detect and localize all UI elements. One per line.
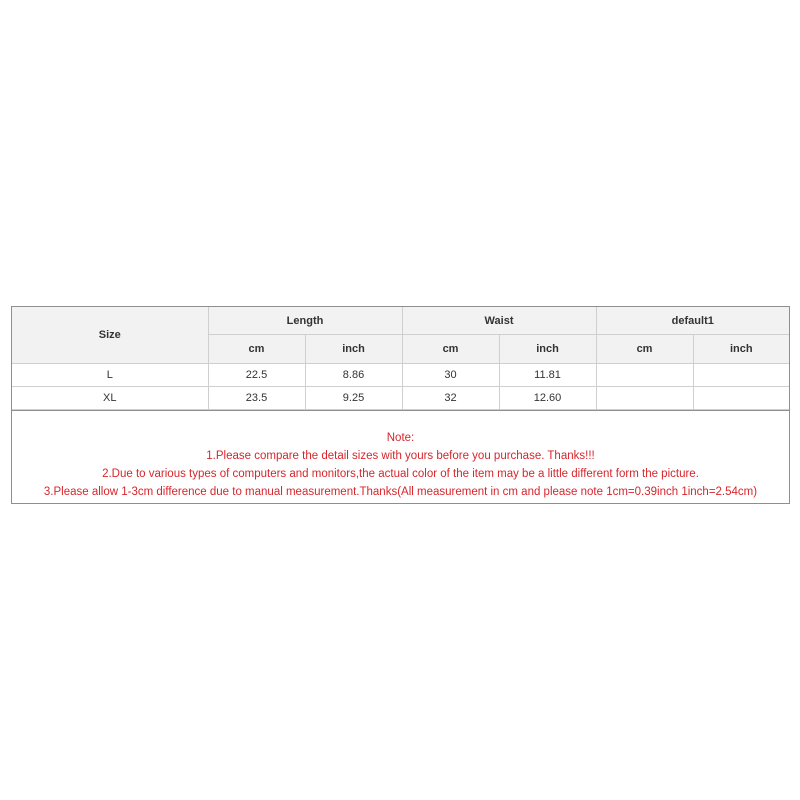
header-row-groups [12,307,789,335]
unit-header: cm [402,335,499,364]
table-cell: 9.25 [305,387,402,410]
note-line-2: 2.Due to various types of computers and monitors,the actual color of the item may be a little different form the picture. [102,468,699,480]
group-header-default1: default1 [596,307,789,335]
table-cell: 8.86 [305,364,402,387]
note-line-3: 3.Please allow 1-3cm difference due to manual measurement.Thanks(All measurement in cm and please note 1cm=0.39inch 1inch=2.54cm) [43,486,758,498]
table-row [12,387,789,410]
group-header-length: Length [208,307,402,335]
notes-title: Note: [386,432,415,444]
unit-header: inch [693,335,789,364]
notes-section [12,410,789,503]
size-label: XL [12,387,208,410]
table-cell: 11.81 [499,364,596,387]
unit-header: inch [305,335,402,364]
size-label: L [12,364,208,387]
size-header: Size [12,307,208,364]
unit-header: cm [596,335,693,364]
table-cell [596,387,693,410]
table-cell [693,387,789,410]
unit-header: cm [208,335,305,364]
table-cell: 32 [402,387,499,410]
table-cell: 12.60 [499,387,596,410]
table-cell: 22.5 [208,364,305,387]
table-cell [596,364,693,387]
note-line-1: 1.Please compare the detail sizes with yours before you purchase. Thanks!!! [206,450,595,462]
table-cell: 23.5 [208,387,305,410]
table-cell: 30 [402,364,499,387]
table-cell [693,364,789,387]
size-chart [11,306,790,504]
table-row [12,364,789,387]
group-header-waist: Waist [402,307,596,335]
unit-header: inch [499,335,596,364]
size-table [12,307,789,410]
